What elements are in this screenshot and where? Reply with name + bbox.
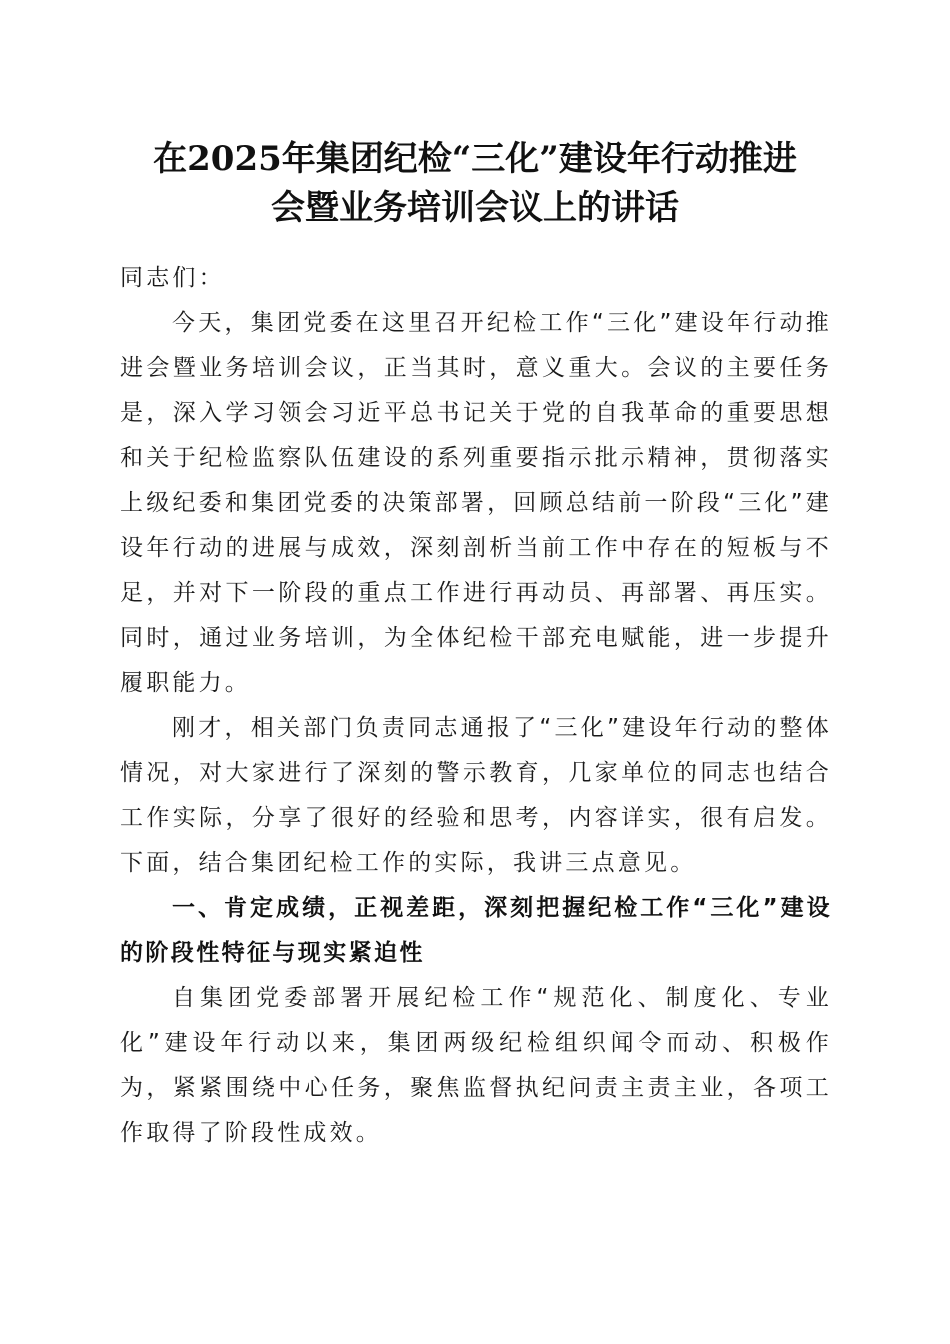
title-line-2: 会暨业务培训会议上的讲话 <box>271 188 679 228</box>
paragraph-briefing: 刚才，相关部门负责同志通报了“三化”建设年行动的整体情况，对大家进行了深刻的警示教育，几家单位的同志也结合工作实际，分享了很好的经验和思考，内容详实，很有启发。下面，结合集团纪检工作的实际，我讲三点意见。 <box>120 715 832 876</box>
title-line-1: 在2025年集团纪检“三化”建设年行动推进 <box>153 139 797 179</box>
document-body <box>120 256 832 1156</box>
paragraph-section-one: 自集团党委部署开展纪检工作“规范化、制度化、专业化”建设年行动以来，集团两级纪检组织闻令而动、积极作为，紧紧围绕中心任务，聚焦监督执纪问责主责主业，各项工作取得了阶段性成效。 <box>120 985 832 1146</box>
paragraph-opening: 今天，集团党委在这里召开纪检工作“三化”建设年行动推进会暨业务培训会议，正当其时，意义重大。会议的主要任务是，深入学习领会习近平总书记关于党的自我革命的重要思想和关于纪检监察队伍建设的系列重要指示批示精神，贯彻落实上级纪委和集团党委的决策部署，回顾总结前一阶段“三化”建设年行动的进展与成效，深刻剖析当前工作中存在的短板与不足，并对下一阶段的重点工作进行再动员、再部署、再压实。同时，通过业务培训，为全体纪检干部充电赋能，进一步提升履职能力。 <box>120 310 832 696</box>
section-heading-one: 一、肯定成绩，正视差距，深刻把握纪检工作“三化”建设的阶段性特征与现实紧迫性 <box>120 895 832 966</box>
document-title <box>100 135 850 233</box>
salutation: 同志们： <box>120 265 225 291</box>
